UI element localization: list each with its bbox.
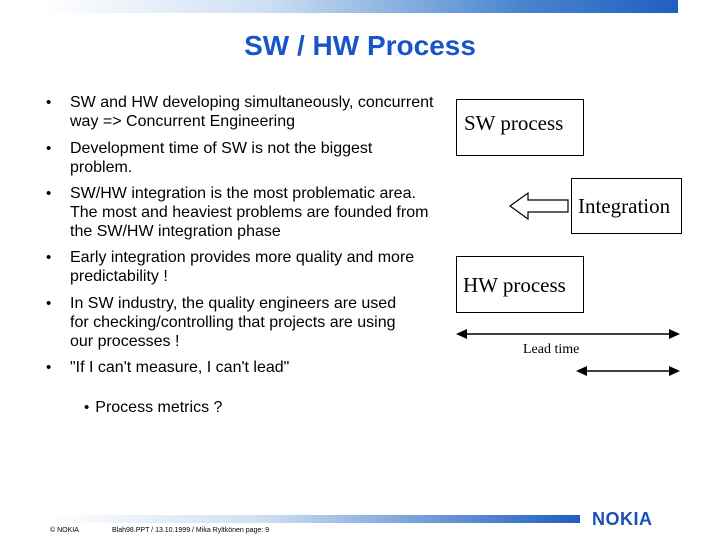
bullet-text: Early integration provides more quality and more predictability ! [70,249,415,285]
footer-accent-bar [46,515,580,523]
integration-label: Integration [578,194,671,218]
slide-title: SW / HW Process [244,30,476,61]
sub-bullet-text: Process metrics ? [95,399,223,416]
bullet-dot-icon: • [46,94,52,111]
short-lead-time-double-arrow-icon [576,366,680,376]
bullet-text: SW and HW developing simultaneously, concurrent way => Concurrent Engineering [70,94,434,130]
bullet-dot-icon: • [46,185,52,202]
footer-info: Blah98.PPT / 13.10.1999 / Mika Ryltkönen page: 9 [112,527,270,534]
bullet-dot-icon: • [46,359,52,376]
bullet-text: In SW industry, the quality engineers are used for checking/controlling that projects are using our processes ! [70,295,397,350]
bullet-dot-icon: • [84,399,90,416]
bullet-dot-icon: • [46,249,52,266]
lead-time-label: Lead time [523,342,580,357]
bullet-text: "If I can't measure, I can't lead" [70,359,290,376]
nokia-logo: NOKIA [592,509,653,529]
lead-time-double-arrow-icon [456,329,680,339]
hw-process-label: HW process [463,273,566,297]
bullet-text: Development time of SW is not the biggest problem. [70,140,373,176]
bullet-dot-icon: • [46,140,52,157]
bullet-text: SW/HW integration is the most problematic area. The most and heaviest problems are founded from the SW/HW integration phase [70,185,429,240]
bullet-dot-icon: • [46,295,52,312]
footer-copyright: © NOKIA [50,527,79,534]
sw-process-label: SW process [464,111,564,135]
integration-arrow-icon [510,193,568,219]
